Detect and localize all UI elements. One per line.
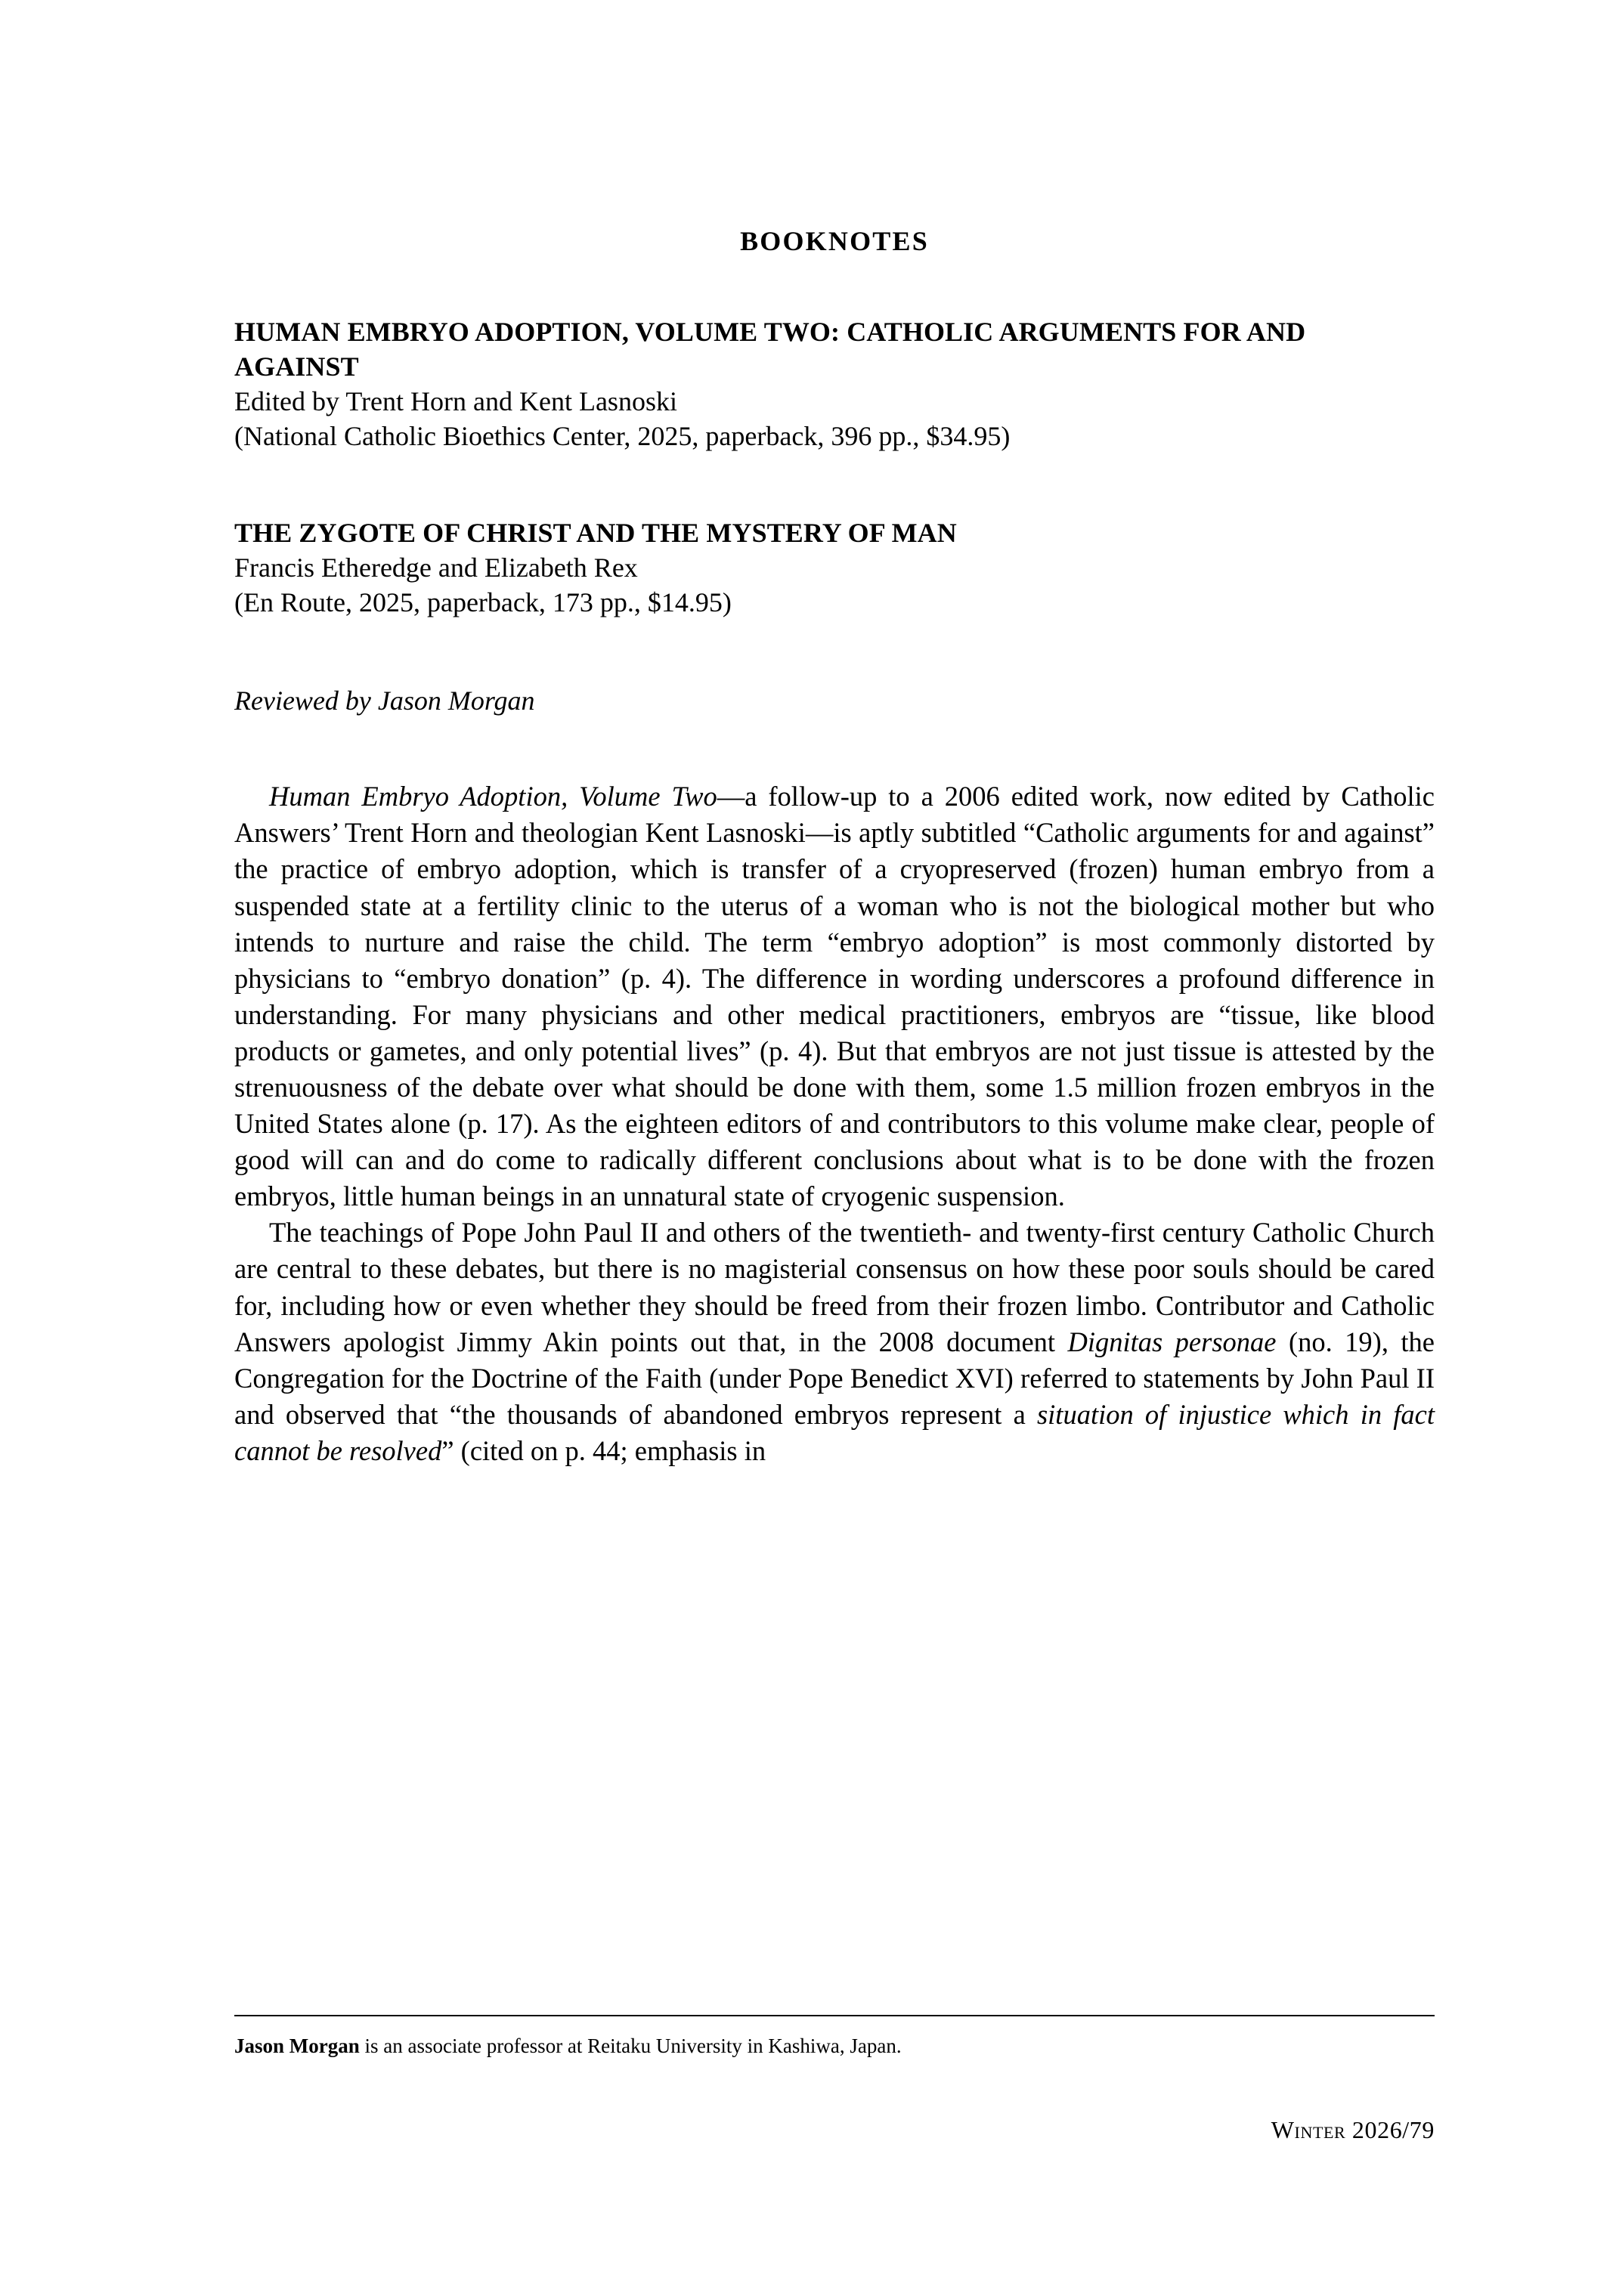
book-publication-2: (En Route, 2025, paperback, 173 pp., $14.95) — [234, 587, 732, 618]
book-entry-2 — [234, 515, 1435, 620]
book-publication-1: (National Catholic Bioethics Center, 2025, paperback, 396 pp., $34.95) — [234, 420, 1011, 451]
review-body — [234, 778, 1435, 1469]
running-head-booknotes: BOOKNOTES — [740, 226, 929, 256]
book-authors-1: Edited by Trent Horn and Kent Lasnoski — [234, 385, 677, 416]
book-authors-2: Francis Etheredge and Elizabeth Rex — [234, 552, 638, 583]
text-column — [234, 0, 1435, 1469]
page-folio — [1271, 2116, 1435, 2144]
body-paragraph-1: Human Embryo Adoption, Volume Two—a follow-up to a 2006 edited work, now edited by Catholic Answers’ Trent Horn and theologian Kent Lasnoski—is aptly subtitled “Catholic arguments for and against” the practice of embryo adoption, which is transfer of a cryopreserved (frozen) human embryo from a suspended state at a fertility clinic to the uterus of a woman who is not the biological mother but who intends to nurture and raise the child. The term “embryo adoption” is most commonly distorted by physicians to “embryo donation” (p. 4). The difference in wording underscores a profound difference in understanding. For many physicians and other medical practitioners, embryos are “tissue, like blood products or gametes, and only potential lives” (p. 4). But that embryos are not just tissue is attested by the strenuousness of the debate over what should be done with them, some 1.5 million frozen embryos in the United States alone (p. 17). As the eighteen editors of and contributors to this volume make clear, people of good will can and do come to radically different conclusions about what is to be done with the frozen embryos, little human beings in an unnatural state of cryogenic suspension. — [234, 781, 1435, 1212]
author-footnote: Jason Morgan is an associate professor at Reitaku University in Kashiwa, Japan. — [234, 2035, 902, 2057]
folio-text: Winter 2026/79 — [1271, 2116, 1435, 2143]
book-title-2: THE ZYGOTE OF CHRIST AND THE MYSTERY OF MAN — [234, 517, 957, 548]
book-entry-1 — [234, 314, 1435, 453]
book-title-1: HUMAN EMBRYO ADOPTION, VOLUME TWO: CATHOLIC ARGUMENTS FOR AND AGAINST — [234, 316, 1306, 382]
body-paragraph-2: The teachings of Pope John Paul II and others of the twentieth- and twenty-first century Catholic Church are central to these debates, but there is no magisterial consensus on how these poor souls should be cared for, including how or even whether they should be freed from their frozen limbo. Contributor and Catholic Answers apologist Jimmy Akin points out that, in the 2008 document Dignitas personae (no. 19), the Congregation for the Doctrine of the Faith (under Pope Benedict XVI) referred to statements by John Paul II and observed that “the thousands of abandoned embryos represent a situation of injustice which in fact cannot be resolved” (cited on p. 44; emphasis in — [234, 1217, 1435, 1466]
footnote-separator-rule — [234, 2015, 1435, 2016]
reviewer-byline: Reviewed by Jason Morgan — [234, 685, 535, 716]
